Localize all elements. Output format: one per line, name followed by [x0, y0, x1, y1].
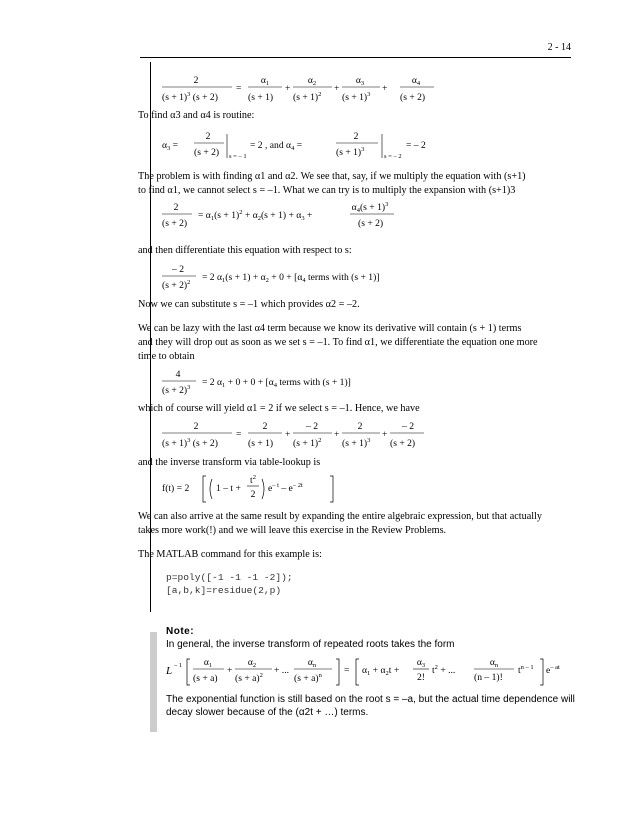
svg-text:(n – 1)!: (n – 1)! [474, 672, 503, 683]
svg-text:(s + 2): (s + 2) [358, 218, 384, 229]
svg-text:=: = [236, 83, 242, 94]
svg-text:2: 2 [357, 421, 363, 432]
svg-text:(s + 1)2: $(s + 1)^2$ [293, 437, 322, 449]
svg-text:α1: $\alpha_1$ [260, 75, 270, 87]
note-line-3: decay slower because of the (α2t + …) terms. [166, 707, 369, 718]
note-box [166, 625, 576, 719]
paragraph-also-2: takes more work(!) and we will leave this exercise in the Review Problems. [138, 525, 447, 536]
svg-text:α3: $\alpha_3$ [416, 657, 426, 669]
svg-text:2!: 2! [417, 672, 425, 683]
svg-text:αn: $\alpha_n$ [307, 657, 317, 669]
svg-text:2: 2 [193, 75, 199, 86]
svg-text:tn – 1: $t^{n - 1}$ [518, 664, 534, 676]
svg-text:(s + 1)3 (s + 2): $(s + 1)^3$ (s + 2) [162, 437, 218, 449]
equation-partial-fraction [160, 72, 400, 108]
svg-text:α1: $\alpha_1$ [203, 657, 213, 669]
svg-text:(s + 1)2: $(s + 1)^2$ [293, 91, 322, 103]
paragraph-differentiate: and then differentiate this equation with respect to s: [138, 245, 352, 256]
svg-text:s = – 1: s = – 1 [229, 153, 247, 160]
svg-text:=: = [344, 665, 350, 676]
page-number: 2 - 14 [547, 42, 571, 53]
svg-text:(s + 1): (s + 1) [248, 438, 274, 449]
svg-text:(s + a): (s + a) [193, 673, 218, 684]
note-sidebar [150, 632, 157, 732]
paragraph-lazy-2: and they will drop out as soon as we set s = –1. To find α1, we differentiate the equation one more [138, 337, 538, 348]
paragraph-lazy-3: time to obtain [138, 351, 195, 362]
svg-text:α4: $\alpha_4$ [411, 75, 421, 87]
svg-text:= 2 , and α4 =: = 2 , and $\alpha_4$ = [250, 140, 303, 152]
svg-text:α3: $\alpha_3$ [355, 75, 365, 87]
svg-text:– 2: – 2 [402, 421, 414, 432]
svg-text:e– at: $e^{- at}$ [546, 664, 560, 676]
svg-text:t2 + ...: $t^2$ + ... [432, 664, 456, 676]
svg-text:= α1(s + 1)2 + α2(s + 1) + α3: = $\alpha_1(s + 1)^2 + \alpha_2(s + 1) + \alpha_3$ + [198, 209, 313, 222]
svg-text:+: + [334, 83, 340, 94]
paragraph-inverse: and the inverse transform via table-lookup is [138, 457, 321, 468]
svg-text:f(t) = 2: f(t) = 2 [162, 483, 190, 494]
svg-text:1 – t +: 1 – t + [216, 483, 241, 494]
paragraph-substitute: Now we can substitute s = –1 which provides α2 = –2. [138, 299, 360, 310]
equation-time-domain [160, 470, 360, 506]
svg-text:– 2: – 2 [306, 421, 318, 432]
svg-text:= 2 α1 + 0 + 0 + [α4 terms wi: = 2 $\alpha_1 + 0 + 0 + [\alpha_4$ terms with (s + 1)] [202, 377, 351, 389]
svg-text:2: 2 [205, 131, 211, 142]
note-line-2: The exponential function is still based on the root s = –a, but the actual time dependence will [166, 694, 575, 705]
svg-text:e– t – e– 2t: $e^{- t} - e^{- 2t}$ [268, 482, 303, 494]
svg-text:α1 + α2t +: $\alpha_1 + \alpha_2t$ + [362, 665, 400, 677]
svg-text:(s + 2): (s + 2) [194, 147, 220, 158]
svg-text:+: + [285, 83, 291, 94]
code-line-1: p=poly([-1 -1 -1 -2]); [166, 572, 293, 583]
svg-text:2: 2 [353, 131, 359, 142]
paragraph-yield: which of course will yield α1 = 2 if we select s = –1. Hence, we have [138, 403, 420, 414]
code-line-2: [a,b,k]=residue(2,p) [166, 585, 282, 596]
svg-text:=: = [236, 429, 242, 440]
paragraph-matlab: The MATLAB command for this example is: [138, 549, 322, 560]
svg-text:2: 2 [193, 421, 199, 432]
svg-text:(s + 1): (s + 1) [248, 92, 274, 103]
svg-text:= – 2: = – 2 [406, 140, 426, 151]
note-title: Note: [166, 626, 195, 637]
svg-text:+: + [227, 665, 233, 676]
equation-partial-fraction-alpha4 [398, 72, 448, 108]
svg-text:2: 2 [250, 489, 256, 500]
paragraph-lazy-1: We can be lazy with the last α4 term because we know its derivative will contain (s + 1) terms [138, 323, 522, 334]
svg-text:L: L [166, 665, 173, 677]
svg-text:α4(s + 1)3: $\alpha_4(s + 1)^3$ [351, 201, 389, 214]
note-line-1: In general, the inverse transform of repeated roots takes the form [166, 639, 455, 650]
header-rule [140, 57, 571, 58]
svg-text:t2: $t^2$ [250, 474, 256, 486]
svg-text:(s + 2): (s + 2) [400, 92, 426, 103]
equation-first-derivative [160, 261, 460, 295]
svg-text:(s + 2): (s + 2) [390, 438, 416, 449]
svg-text:2: 2 [262, 421, 268, 432]
svg-text:= 2 α1(s + 1) + α2 + 0 + [α4: = 2 $\alpha_1(s + 1) + \alpha_2 + 0 + [\alpha_4$ terms with (s + 1)] [202, 272, 380, 284]
svg-text:(s + 2)2: $(s + 2)^2$ [162, 279, 191, 291]
equation-general-inverse [166, 653, 586, 689]
svg-text:4: 4 [175, 369, 181, 380]
svg-text:αn: $\alpha_n$ [489, 657, 499, 669]
svg-text:(s + 1)3: $(s + 1)^3$ [342, 91, 371, 103]
svg-text:+ ...: + ... [274, 665, 290, 676]
svg-text:(s + 2)3: $(s + 2)^3$ [162, 384, 191, 396]
equation-second-derivative [160, 366, 460, 400]
paragraph-problem-2: to find α1, we cannot select s = –1. What we can try is to multiply the expansion with (s+1)3 [138, 185, 516, 196]
svg-text:2: 2 [173, 202, 179, 213]
svg-text:(s + 1)3 (s + 2): $(s + 1)^3$ (s + 2) [162, 91, 218, 103]
equation-result-expansion [160, 418, 480, 454]
svg-text:– 2: – 2 [172, 264, 184, 275]
paragraph-also-1: We can also arrive at the same result by expanding the entire algebraic expression, but that actually [138, 511, 542, 522]
equation-alpha3-alpha4 [160, 126, 480, 166]
svg-text:(s + a)2: $(s + a)^2$ [235, 672, 263, 684]
svg-text:+: + [285, 429, 291, 440]
svg-text:(s + 2): (s + 2) [162, 218, 188, 229]
svg-text:α2: $\alpha_2$ [307, 75, 317, 87]
svg-text:α3 =: $\alpha_3$ = [162, 140, 179, 152]
svg-text:(s + 1)3: $(s + 1)^3$ [342, 437, 371, 449]
svg-text:(s + a)n: $(s + a)^n$ [294, 672, 322, 684]
svg-text:α2: $\alpha_2$ [247, 657, 257, 669]
svg-text:s = – 2: s = – 2 [384, 153, 402, 160]
svg-text:+: + [382, 429, 388, 440]
svg-text:+: + [334, 429, 340, 440]
svg-text:– 1: – 1 [174, 662, 183, 669]
paragraph-routine: To find α3 and α4 is routine: [138, 110, 255, 121]
svg-text:+: + [382, 83, 388, 94]
svg-text:(s + 1)3: $(s + 1)^3$ [336, 146, 365, 158]
paragraph-problem-1: The problem is with finding α1 and α2. We see that, say, if we multiply the equation with (s+1) [138, 171, 526, 182]
equation-multiplied [160, 199, 420, 233]
